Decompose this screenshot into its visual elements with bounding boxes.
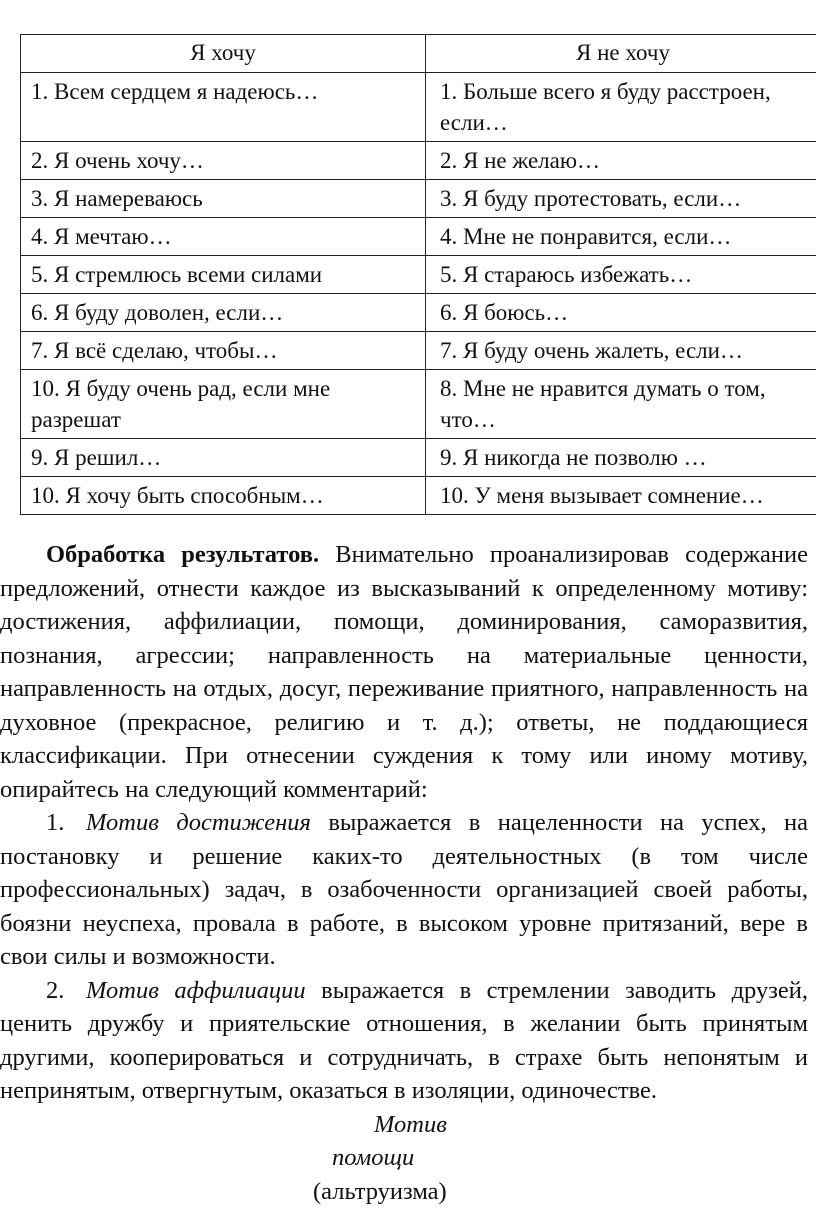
table-cell: 3. Я буду протестовать, если… bbox=[426, 180, 816, 218]
motive-text: выражается в стремлении заводить друзей, ценить дружбу и приятельские отношения, в желании быть принятым другими, кооперироваться и сотрудничать, в страхе быть непонятым и непринятым, отвергнутым, оказаться в изоляции, одиночестве. bbox=[0, 976, 808, 1104]
table-row bbox=[21, 477, 816, 515]
processing-paragraph bbox=[0, 538, 808, 806]
table-cell: 5. Я стараюсь избежать… bbox=[426, 256, 816, 294]
table-row bbox=[21, 218, 816, 256]
next-heading-line2: помощи bbox=[332, 1144, 415, 1171]
processing-title: Обработка результатов. bbox=[46, 541, 320, 568]
motives-table bbox=[20, 34, 816, 515]
motive-number: 2. bbox=[46, 976, 65, 1004]
table-cell: 1. Больше всего я буду расстроен, если… bbox=[426, 73, 816, 142]
motive-name: Мотив аффилиации bbox=[86, 976, 306, 1004]
next-heading-line1: Мотив bbox=[374, 1110, 447, 1138]
table-cell: 4. Мне не понравится, если… bbox=[426, 218, 816, 256]
table-row bbox=[21, 294, 816, 332]
motive-achievement-paragraph bbox=[0, 806, 808, 974]
table-cell: 9. Я никогда не позволю … bbox=[426, 439, 816, 477]
table-header-row bbox=[21, 35, 816, 73]
table-cell: 7. Я всё сделаю, чтобы… bbox=[21, 332, 426, 370]
table-cell: 7. Я буду очень жалеть, если… bbox=[426, 332, 816, 370]
next-heading-line3: (альтруизма) bbox=[313, 1177, 447, 1205]
motive-text: выражается в нацеленности на успех, на постановку и решение каких-то деятельностных (в том числе профессиональных) задач, в озабоченности организацией своей работы, боязни неуспеха, провала в работе, в высоком уровне притязаний, вере в свои силы и возможности. bbox=[0, 809, 809, 970]
table-cell: 2. Я не желаю… bbox=[426, 142, 816, 180]
header-i-dont-want: Я не хочу bbox=[426, 35, 816, 73]
table-row bbox=[21, 439, 816, 477]
processing-text: Внимательно проанализировав содержание предложений, отнести каждое из высказываний к определенному мотиву: достижения, аффилиации, помощи, доминирования, саморазвития, познания, агрессии; направленность на материальные ценности, направленность на отдых, досуг, переживание приятного, направленность на духовное (прекрасное, религию и т. д.); ответы, не поддающиеся классификации. При отнесении суждения к тому или иному мотиву, опирайтесь на следующий комментарий: bbox=[0, 541, 808, 803]
table-row bbox=[21, 142, 816, 180]
table-cell: 6. Я буду доволен, если… bbox=[21, 294, 426, 332]
table-row bbox=[21, 332, 816, 370]
table-row bbox=[21, 256, 816, 294]
table-cell: 9. Я решил… bbox=[21, 439, 426, 477]
table-cell: 10. Я буду очень рад, если мне разрешат bbox=[21, 370, 426, 439]
table-cell: 4. Я мечтаю… bbox=[21, 218, 426, 256]
table-cell: 8. Мне не нравится думать о том, что… bbox=[426, 370, 816, 439]
table-row bbox=[21, 370, 816, 439]
table-cell: 10. У меня вызывает сомнение… bbox=[426, 477, 816, 515]
table-cell: 1. Всем сердцем я надеюсь… bbox=[21, 73, 426, 142]
table-row bbox=[21, 180, 816, 218]
header-i-want: Я хочу bbox=[21, 35, 426, 73]
table-row bbox=[21, 73, 816, 142]
table-cell: 5. Я стремлюсь всеми силами bbox=[21, 256, 426, 294]
motive-name: Мотив достижения bbox=[86, 809, 311, 836]
table-cell: 10. Я хочу быть способным… bbox=[21, 477, 426, 515]
motive-affiliation-paragraph bbox=[0, 974, 808, 1108]
table-cell: 2. Я очень хочу… bbox=[21, 142, 426, 180]
table-cell: 6. Я боюсь… bbox=[426, 294, 816, 332]
body-text bbox=[0, 538, 808, 1208]
table-cell: 3. Я намереваюсь bbox=[21, 180, 426, 218]
motive-number: 1. bbox=[46, 809, 65, 836]
